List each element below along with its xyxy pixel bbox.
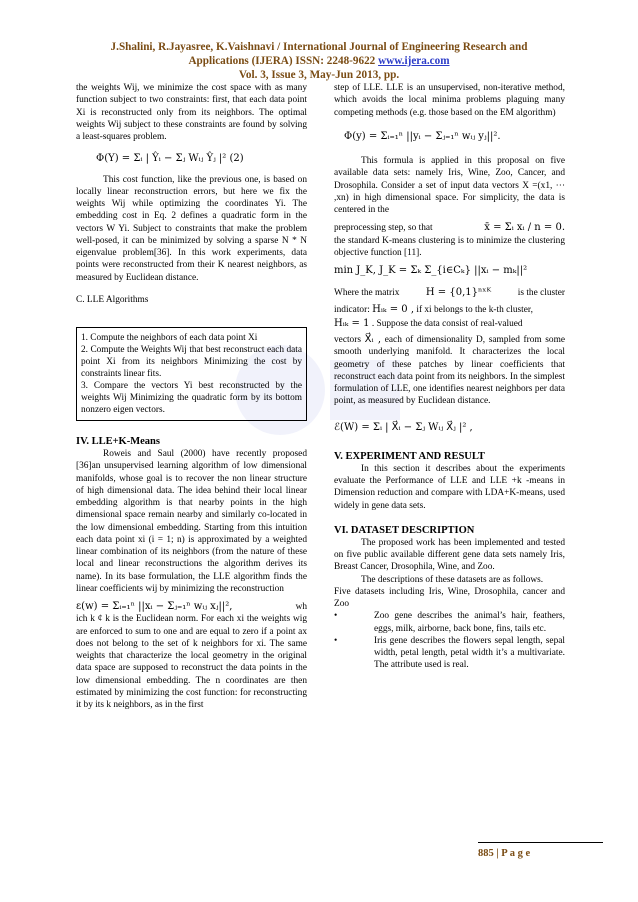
vectors-pre: vectors [334, 335, 361, 345]
equation-3-tail: wh [295, 602, 307, 612]
issn-text: Applications (IJERA) ISSN: 2248-9622 [188, 55, 376, 67]
equation-2: Φ(Y) = Σᵢ | Ŷᵢ − Σⱼ Wᵢⱼ Ŷⱼ |² (2) [96, 153, 244, 165]
algorithm-step-3: 3. Compare the vectors Yi best reconstructed by the weights Wij Minimizing the quadratic form by its bottom nonzero eigen vectors. [81, 381, 302, 415]
right-column [334, 82, 565, 672]
right-paragraph-5: In this section it describes about the experiments evaluate the Performance of LLE and LLE +k -means in Dimension reduction and compare with LDA+K-means, used widely in gene data sets. [334, 463, 565, 511]
right-paragraph-1: step of LLE. LLE is an unsupervised, non-iterative method, which avoids the local minima problems plaguing many competing methods (e.g. those based on the EM algorithm) [334, 83, 565, 118]
bullet-icon: • [334, 611, 338, 622]
section-5-title: V. EXPERIMENT AND RESULT [334, 450, 485, 462]
right-paragraph-2b: the standard K-means clustering is to minimize the clustering objective function [11]. [334, 235, 565, 258]
left-paragraph-2: This cost function, like the previous one, is based on locally linear reconstruction errors, but here we fix the weights Wij while optimizing the coordinates Yi. The embedding cost in Eq. 2 defines a quadratic form in the vectors W Yi. Subject to constraints that make the problem well-posed, it can be minimized by solving a sparse N * N eigenvalue problem[36]. In this work experiments, data points were reconstructed from their K nearest neighbors, as measured by Euclidean distance. [76, 174, 307, 283]
footer-rule [478, 842, 603, 843]
journal-link[interactable]: www.ijera.com [378, 55, 450, 67]
matrix-pre: Where the matrix [334, 288, 400, 299]
left-paragraph-3: Roweis and Saul (2000) have recently proposed [36]an unsupervised learning algorithm of low dimensional manifolds, whose goal is to recover the non linear structure of high dimensional data. The idea behind their local linear embedding algorithm is that nearby points in the high dimensional space remain nearby and similarly co-located in the low dimensional embedding. Starting from this intuition each data point xi (i = 1; n) is approximated by a weighted linear combination of its neighbors (from the nature of these local and linear reconstructions the algorithm derives its name). In its base formulation, the LLE algorithm finds the linear coefficients wij by minimizing the reconstruction [76, 449, 307, 594]
section-6-title: VI. DATASET DESCRIPTION [334, 524, 475, 536]
matrix-row [334, 287, 565, 299]
page-number: 885 | P a g e [478, 848, 531, 859]
centering-pre: preprocessing step, so that [334, 223, 433, 234]
indicator-pre: indicator: [334, 304, 370, 315]
vectors-text: each of dimensionality D, sampled from some smooth underlying manifold. It characterizes the local geometry of these patches by linear coefficients that reconstruct each data point from its neighbors. In the simplest formulation of LLE, one identifies nearest neighbors per data point, as measured by Euclidean distance. [334, 335, 565, 407]
left-paragraph-1: the weights Wij, we minimize the cost space with as many function subject to two constraints: first, that each data point Xi is reconstructed only from its neighbors. The optimal weights Wij subject to these constraints are found by solving a least-squares problem. [76, 83, 307, 142]
indicator-post: if xi belongs to the k-th cluster, [416, 304, 534, 315]
algorithms-heading: C. LLE Algorithms [76, 294, 149, 305]
equation-H: H = {0,1}ⁿˣᴷ [425, 287, 492, 299]
left-paragraph-4: ich k ¢ k is the Euclidean norm. For each xi the weights wig are enforced to sum to one and are equal to zero if a point ax does not belong to the set of k neighbors for xi. The same weights that characterize the local geometry in the original data space are supposed to reconstruct the data points in the low dimensional embedding. The n coordinates are then estimated by minimizing the cost function: for reconstructing it by its k neighbors, as in the first [76, 614, 307, 710]
journal-header-line-3: Vol. 3, Issue 3, May-Jun 2013, pp. [238, 69, 400, 81]
list-item-iris [334, 635, 565, 672]
journal-header-line-2 [40, 54, 598, 68]
indicator-row [334, 304, 565, 316]
right-paragraph-4 [334, 334, 565, 408]
list-item-zoo [334, 610, 565, 635]
journal-header-line-1: J.Shalini, R.Jayasree, K.Vaishnavi / International Journal of Engineering Research and [110, 41, 528, 53]
algorithm-step-2: 2. Compute the Weights Wij that best reconstruct each data point Xi from its neighbors Minimizing the cost by constraints linear fits. [81, 345, 302, 379]
equation-kmeans: min J_K, J_K = Σₖ Σ_{i∈Cₖ} ||xᵢ − mₖ||² [334, 265, 528, 276]
bullet-iris-text: Iris gene describes the flowers sepal length, sepal width, petal length, petal width it’s a multivariate. The attribute used is real. [374, 635, 565, 671]
equation-EW: ℰ(W) = Σᵢ | X⃗ᵢ − Σⱼ Wᵢⱼ X⃗ⱼ |² , [334, 421, 473, 433]
section-4-title: IV. LLE+K-Means [76, 436, 160, 447]
algorithm-box [76, 327, 307, 421]
bullet-zoo-text: Zoo gene describes the animal’s hair, feathers, eggs, milk, airborne, back bone, fins, tails etc. [374, 611, 565, 634]
equation-Xi: X⃗ᵢ , [364, 334, 382, 345]
suppose-text: . Suppose the data consist of real-valued [371, 318, 523, 329]
suppose-row [334, 318, 565, 330]
right-paragraph-7: The descriptions of these datasets are as follows. [361, 574, 544, 585]
bullet-icon: • [334, 635, 338, 646]
equation-3-row [76, 601, 307, 613]
right-paragraph-6: The proposed work has been implemented and tested on five public available different gene data sets namely Iris, Breast Cancer, Drosophila, Wine, and Zoo. [334, 537, 565, 573]
equation-Hik-0: Hᵢₖ = 0 , [372, 303, 414, 315]
centering-row [334, 222, 565, 234]
equation-Hik-1: Hᵢₖ = 1 [334, 317, 370, 329]
equation-centering: x̄ = Σᵢ xᵢ / n = 0. [484, 222, 565, 234]
equation-3: ε(w) = Σᵢ₌₁ⁿ ||xᵢ − Σⱼ₌₁ⁿ wᵢⱼ xⱼ||², [76, 601, 233, 612]
right-paragraph-2: This formula is applied in this proposal on five available data sets: namely Iris, Wine, Zoo, Cancer, and Drosophila. Consider a set of input data vectors X =(x1, ⋯ ,xn) in high dimensional space. For simplicity, the data is centered in the [334, 156, 565, 215]
right-paragraph-8: Five datasets including Iris, Wine, Drosophila, cancer and Zoo [334, 586, 565, 609]
matrix-post: is the cluster [517, 288, 565, 299]
algorithm-step-1: 1. Compute the neighbors of each data point Xi [81, 333, 258, 343]
equation-phi-y: Φ(y) = Σᵢ₌₁ⁿ ||yᵢ − Σⱼ₌₁ⁿ wᵢⱼ yⱼ||². [344, 130, 501, 142]
left-column [76, 82, 307, 711]
